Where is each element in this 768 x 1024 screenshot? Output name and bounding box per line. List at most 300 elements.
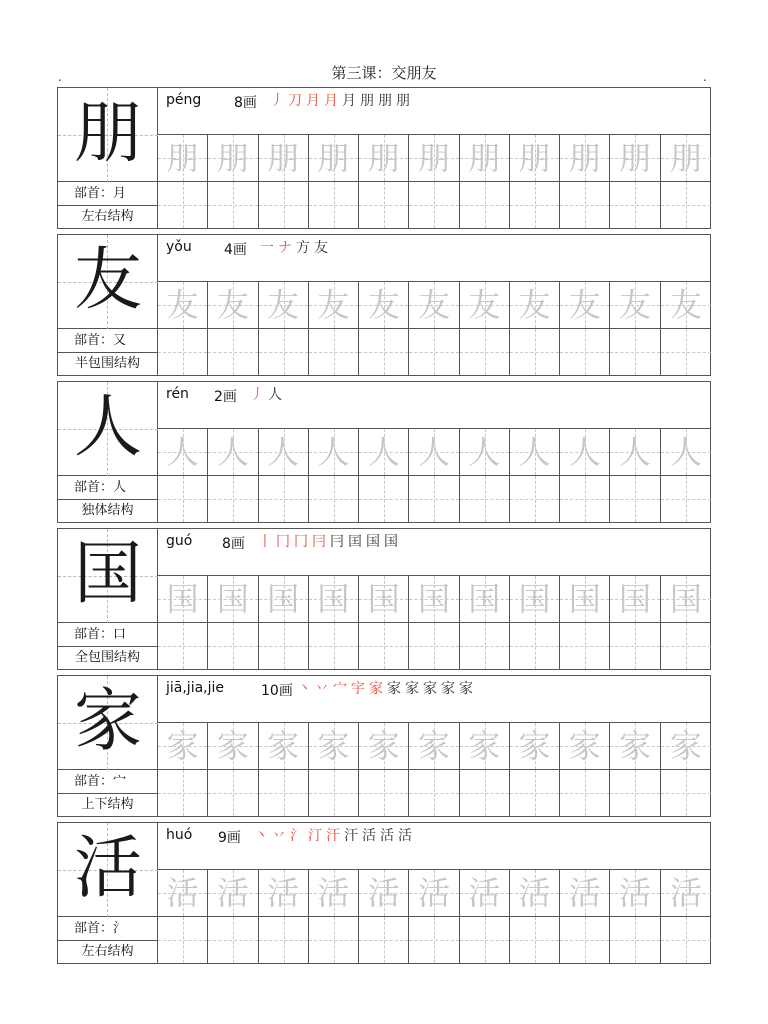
trace-character: 活 — [568, 874, 601, 912]
blank-practice-cell[interactable] — [409, 917, 459, 964]
stroke-step: 宀 — [333, 681, 351, 697]
blank-practice-cell[interactable] — [309, 182, 359, 229]
stroke-step: 汗 — [326, 828, 344, 844]
blank-practice-cell[interactable] — [560, 770, 610, 817]
blank-practice-cell[interactable] — [661, 917, 711, 964]
trace-cell[interactable] — [460, 576, 510, 623]
trace-cell[interactable] — [208, 870, 258, 917]
pinyin-stroke-info — [158, 235, 711, 282]
blank-practice-cell[interactable] — [208, 770, 258, 817]
blank-practice-cell[interactable] — [359, 770, 409, 817]
main-character: 人 — [73, 388, 142, 467]
stroke-step: 丷 — [272, 828, 290, 844]
blank-practice-cell[interactable] — [409, 623, 459, 670]
trace-character: 家 — [417, 727, 450, 765]
blank-practice-cell[interactable] — [208, 182, 258, 229]
stroke-step: 氵 — [290, 828, 308, 844]
stroke-step: 家 — [441, 681, 459, 697]
structure-label: 上下结构 — [58, 794, 158, 817]
blank-practice-cell[interactable] — [309, 329, 359, 376]
practice-grid — [158, 135, 711, 229]
trace-cell[interactable] — [510, 282, 560, 329]
stroke-step: 方 — [296, 240, 314, 256]
main-character: 友 — [73, 241, 142, 320]
trace-cell[interactable] — [309, 870, 359, 917]
blank-practice-cell[interactable] — [309, 770, 359, 817]
trace-character: 朋 — [669, 139, 702, 177]
trace-character: 国 — [367, 580, 400, 618]
blank-practice-cell[interactable] — [309, 917, 359, 964]
trace-character: 国 — [619, 580, 652, 618]
character-entry — [57, 822, 711, 964]
stroke-step: 活 — [380, 828, 398, 844]
practice-grid — [158, 870, 711, 964]
blank-practice-cell[interactable] — [409, 329, 459, 376]
trace-character: 朋 — [417, 139, 450, 177]
blank-practice-cell[interactable] — [661, 476, 711, 523]
trace-character: 国 — [166, 580, 199, 618]
pinyin-stroke-info — [158, 88, 711, 135]
trace-character: 朋 — [367, 139, 400, 177]
trace-cell[interactable] — [208, 135, 258, 182]
trace-cell[interactable] — [460, 135, 510, 182]
trace-character: 国 — [518, 580, 551, 618]
trace-cell[interactable] — [610, 429, 660, 476]
blank-practice-cell[interactable] — [510, 329, 560, 376]
character-entry — [57, 234, 711, 376]
practice-grid — [158, 429, 711, 523]
blank-practice-cell[interactable] — [359, 476, 409, 523]
stroke-step: 丿 — [250, 387, 268, 403]
stroke-step: 月 — [342, 93, 360, 109]
trace-cell[interactable] — [259, 429, 309, 476]
blank-practice-cell[interactable] — [510, 917, 560, 964]
trace-cell[interactable] — [158, 282, 208, 329]
trace-character: 活 — [317, 874, 350, 912]
trace-cell[interactable] — [409, 135, 459, 182]
stroke-step: 丶 — [254, 828, 272, 844]
stroke-step: 朋 — [360, 93, 378, 109]
trace-character: 友 — [619, 286, 652, 324]
trace-character: 活 — [518, 874, 551, 912]
trace-cell[interactable] — [560, 282, 610, 329]
trace-character: 活 — [216, 874, 249, 912]
stroke-order — [254, 825, 416, 845]
blank-practice-cell[interactable] — [208, 476, 258, 523]
trace-cell[interactable] — [259, 282, 309, 329]
blank-practice-cell[interactable] — [208, 623, 258, 670]
trace-character: 人 — [367, 433, 400, 471]
blank-practice-cell[interactable] — [610, 329, 660, 376]
blank-practice-cell[interactable] — [158, 623, 208, 670]
big-character-cell — [58, 676, 158, 770]
trace-character: 人 — [669, 433, 702, 471]
trace-cell[interactable] — [610, 576, 660, 623]
trace-cell[interactable] — [309, 135, 359, 182]
stroke-step: 汀 — [308, 828, 326, 844]
trace-cell[interactable] — [560, 429, 610, 476]
trace-character: 朋 — [317, 139, 350, 177]
trace-character: 友 — [216, 286, 249, 324]
stroke-count: 10画 — [261, 683, 293, 699]
main-character: 活 — [73, 829, 142, 908]
trace-cell[interactable] — [259, 723, 309, 770]
trace-cell[interactable] — [359, 429, 409, 476]
stroke-step: 月 — [324, 93, 342, 109]
trace-character: 友 — [367, 286, 400, 324]
trace-cell[interactable] — [359, 576, 409, 623]
stroke-count: 4画 — [224, 242, 247, 258]
big-character-cell — [58, 382, 158, 476]
blank-practice-cell[interactable] — [460, 623, 510, 670]
trace-cell[interactable] — [359, 282, 409, 329]
pinyin: yǒu — [166, 239, 192, 255]
trace-character: 家 — [669, 727, 702, 765]
trace-cell[interactable] — [610, 282, 660, 329]
big-character-cell — [58, 823, 158, 917]
blank-practice-cell[interactable] — [259, 476, 309, 523]
trace-cell[interactable] — [510, 576, 560, 623]
big-character-cell — [58, 88, 158, 182]
stroke-count: 8画 — [234, 95, 257, 111]
trace-character: 人 — [216, 433, 249, 471]
trace-character: 国 — [216, 580, 249, 618]
trace-character: 家 — [367, 727, 400, 765]
stroke-step: 一 — [260, 240, 278, 256]
trace-cell[interactable] — [560, 870, 610, 917]
trace-character: 友 — [317, 286, 350, 324]
blank-practice-cell[interactable] — [158, 917, 208, 964]
trace-character: 活 — [166, 874, 199, 912]
stroke-order — [260, 237, 332, 257]
blank-practice-cell[interactable] — [409, 476, 459, 523]
main-character: 朋 — [73, 94, 142, 173]
stroke-step: 丶 — [297, 681, 315, 697]
stroke-count: 2画 — [214, 389, 237, 405]
stroke-step: 冃 — [312, 534, 330, 550]
trace-cell[interactable] — [510, 135, 560, 182]
stroke-step: 人 — [268, 387, 286, 403]
trace-character: 人 — [417, 433, 450, 471]
stroke-order — [250, 384, 286, 404]
trace-cell[interactable] — [560, 135, 610, 182]
trace-cell[interactable] — [460, 282, 510, 329]
trace-character: 朋 — [166, 139, 199, 177]
trace-character: 国 — [568, 580, 601, 618]
trace-character: 朋 — [468, 139, 501, 177]
radical-label: 部首：宀 — [58, 770, 158, 794]
blank-practice-cell[interactable] — [259, 770, 309, 817]
trace-character: 朋 — [619, 139, 652, 177]
blank-practice-cell[interactable] — [460, 917, 510, 964]
blank-practice-cell[interactable] — [359, 182, 409, 229]
trace-cell[interactable] — [409, 576, 459, 623]
trace-cell[interactable] — [510, 723, 560, 770]
trace-cell[interactable] — [409, 282, 459, 329]
blank-practice-cell[interactable] — [560, 329, 610, 376]
trace-cell[interactable] — [409, 723, 459, 770]
stroke-step: 家 — [459, 681, 477, 697]
blank-practice-cell[interactable] — [560, 623, 610, 670]
blank-practice-cell[interactable] — [661, 770, 711, 817]
trace-character: 国 — [317, 580, 350, 618]
structure-label: 全包围结构 — [58, 647, 158, 670]
trace-character: 活 — [417, 874, 450, 912]
pinyin-stroke-info — [158, 382, 711, 429]
trace-cell[interactable] — [460, 429, 510, 476]
trace-cell[interactable] — [208, 576, 258, 623]
pinyin-stroke-info — [158, 676, 711, 723]
trace-character: 人 — [568, 433, 601, 471]
trace-character: 家 — [216, 727, 249, 765]
blank-practice-cell[interactable] — [661, 623, 711, 670]
trace-character: 友 — [468, 286, 501, 324]
character-entry — [57, 675, 711, 817]
big-character-cell — [58, 529, 158, 623]
blank-practice-cell[interactable] — [661, 329, 711, 376]
stroke-step: 冂 — [294, 534, 312, 550]
stroke-step: 囯 — [348, 534, 366, 550]
trace-cell[interactable] — [158, 576, 208, 623]
trace-cell[interactable] — [661, 282, 711, 329]
trace-cell[interactable] — [661, 429, 711, 476]
main-character: 家 — [73, 682, 142, 761]
trace-character: 家 — [568, 727, 601, 765]
trace-character: 友 — [669, 286, 702, 324]
structure-label: 半包围结构 — [58, 353, 158, 376]
trace-cell[interactable] — [409, 429, 459, 476]
trace-character: 友 — [568, 286, 601, 324]
blank-practice-cell[interactable] — [510, 623, 560, 670]
radical-label: 部首：月 — [58, 182, 158, 206]
character-entry — [57, 87, 711, 229]
trace-cell[interactable] — [661, 135, 711, 182]
blank-practice-cell[interactable] — [158, 770, 208, 817]
stroke-step: 活 — [398, 828, 416, 844]
structure-label: 左右结构 — [58, 941, 158, 964]
trace-character: 人 — [166, 433, 199, 471]
trace-character: 活 — [468, 874, 501, 912]
structure-label: 独体结构 — [58, 500, 158, 523]
blank-practice-cell[interactable] — [460, 329, 510, 376]
stroke-step: 冃 — [330, 534, 348, 550]
stroke-step: 家 — [387, 681, 405, 697]
stroke-step: 汗 — [344, 828, 362, 844]
stroke-step: 家 — [423, 681, 441, 697]
stroke-order — [297, 678, 477, 698]
blank-practice-cell[interactable] — [359, 623, 409, 670]
character-entry — [57, 528, 711, 670]
trace-cell[interactable] — [460, 723, 510, 770]
radical-label: 部首：氵 — [58, 917, 158, 941]
blank-practice-cell[interactable] — [610, 182, 660, 229]
stroke-step: 国 — [366, 534, 384, 550]
stroke-step: 丨 — [258, 534, 276, 550]
blank-practice-cell[interactable] — [460, 476, 510, 523]
trace-cell[interactable] — [661, 576, 711, 623]
stroke-order — [270, 90, 414, 110]
trace-cell[interactable] — [309, 723, 359, 770]
blank-practice-cell[interactable] — [610, 770, 660, 817]
trace-cell[interactable] — [560, 576, 610, 623]
trace-cell[interactable] — [259, 135, 309, 182]
stroke-order — [258, 531, 402, 551]
blank-practice-cell[interactable] — [158, 182, 208, 229]
trace-character: 朋 — [216, 139, 249, 177]
blank-practice-cell[interactable] — [359, 917, 409, 964]
trace-character: 友 — [518, 286, 551, 324]
blank-practice-cell[interactable] — [610, 917, 660, 964]
trace-character: 人 — [317, 433, 350, 471]
pinyin: jiā,jia,jie — [166, 680, 225, 696]
stroke-step: ナ — [278, 240, 296, 256]
pinyin-stroke-info — [158, 529, 711, 576]
trace-character: 家 — [317, 727, 350, 765]
blank-practice-cell[interactable] — [409, 770, 459, 817]
pinyin: guó — [166, 533, 193, 549]
trace-cell[interactable] — [158, 135, 208, 182]
blank-practice-cell[interactable] — [309, 476, 359, 523]
blank-practice-cell[interactable] — [359, 329, 409, 376]
blank-practice-cell[interactable] — [208, 329, 258, 376]
trace-character: 友 — [267, 286, 300, 324]
trace-cell[interactable] — [661, 870, 711, 917]
stroke-step: 刀 — [288, 93, 306, 109]
big-character-cell — [58, 235, 158, 329]
blank-practice-cell[interactable] — [158, 476, 208, 523]
pinyin-stroke-info — [158, 823, 711, 870]
stroke-step: 宇 — [351, 681, 369, 697]
blank-practice-cell[interactable] — [661, 182, 711, 229]
trace-cell[interactable] — [610, 870, 660, 917]
trace-character: 家 — [468, 727, 501, 765]
stroke-step: 家 — [405, 681, 423, 697]
trace-character: 人 — [468, 433, 501, 471]
trace-cell[interactable] — [409, 870, 459, 917]
blank-practice-cell[interactable] — [208, 917, 258, 964]
trace-character: 国 — [669, 580, 702, 618]
radical-label: 部首：又 — [58, 329, 158, 353]
character-entry — [57, 381, 711, 523]
trace-character: 朋 — [267, 139, 300, 177]
page-title: 第三课：交朋友 — [331, 64, 437, 82]
pinyin: rén — [166, 386, 189, 402]
stroke-step: 友 — [314, 240, 332, 256]
trace-character: 家 — [267, 727, 300, 765]
blank-practice-cell[interactable] — [259, 917, 309, 964]
structure-label: 左右结构 — [58, 206, 158, 229]
blank-practice-cell[interactable] — [460, 182, 510, 229]
trace-cell[interactable] — [460, 870, 510, 917]
stroke-step: 朋 — [396, 93, 414, 109]
trace-cell[interactable] — [259, 576, 309, 623]
trace-cell[interactable] — [259, 870, 309, 917]
trace-cell[interactable] — [510, 870, 560, 917]
trace-character: 朋 — [568, 139, 601, 177]
trace-cell[interactable] — [610, 135, 660, 182]
trace-cell[interactable] — [510, 429, 560, 476]
trace-cell[interactable] — [610, 723, 660, 770]
trace-cell[interactable] — [309, 576, 359, 623]
trace-character: 活 — [619, 874, 652, 912]
blank-practice-cell[interactable] — [409, 182, 459, 229]
stroke-step: 国 — [384, 534, 402, 550]
main-character: 国 — [73, 535, 142, 614]
trace-character: 朋 — [518, 139, 551, 177]
stroke-count: 8画 — [222, 536, 245, 552]
stroke-step: 丷 — [315, 681, 333, 697]
radical-label: 部首：人 — [58, 476, 158, 500]
trace-character: 家 — [619, 727, 652, 765]
trace-cell[interactable] — [208, 282, 258, 329]
corner-dot-left: . — [58, 70, 62, 84]
blank-practice-cell[interactable] — [259, 182, 309, 229]
practice-grid — [158, 723, 711, 817]
trace-cell[interactable] — [309, 429, 359, 476]
trace-character: 人 — [267, 433, 300, 471]
blank-practice-cell[interactable] — [158, 329, 208, 376]
trace-cell[interactable] — [309, 282, 359, 329]
blank-practice-cell[interactable] — [560, 476, 610, 523]
blank-practice-cell[interactable] — [259, 329, 309, 376]
blank-practice-cell[interactable] — [610, 623, 660, 670]
blank-practice-cell[interactable] — [560, 182, 610, 229]
trace-cell[interactable] — [560, 723, 610, 770]
trace-character: 人 — [619, 433, 652, 471]
trace-character: 家 — [166, 727, 199, 765]
trace-character: 人 — [518, 433, 551, 471]
trace-cell[interactable] — [208, 723, 258, 770]
trace-cell[interactable] — [359, 870, 409, 917]
trace-character: 国 — [468, 580, 501, 618]
trace-cell[interactable] — [359, 135, 409, 182]
trace-cell[interactable] — [208, 429, 258, 476]
blank-practice-cell[interactable] — [460, 770, 510, 817]
stroke-step: 丿 — [270, 93, 288, 109]
blank-practice-cell[interactable] — [309, 623, 359, 670]
trace-cell[interactable] — [158, 723, 208, 770]
stroke-step: 家 — [369, 681, 387, 697]
stroke-step: 朋 — [378, 93, 396, 109]
blank-practice-cell[interactable] — [510, 770, 560, 817]
stroke-step: 月 — [306, 93, 324, 109]
trace-character: 友 — [166, 286, 199, 324]
trace-character: 家 — [518, 727, 551, 765]
trace-cell[interactable] — [158, 429, 208, 476]
trace-cell[interactable] — [359, 723, 409, 770]
stroke-step: 活 — [362, 828, 380, 844]
trace-character: 友 — [417, 286, 450, 324]
radical-label: 部首：口 — [58, 623, 158, 647]
blank-practice-cell[interactable] — [560, 917, 610, 964]
pinyin: péng — [166, 92, 202, 108]
practice-grid — [158, 282, 711, 376]
blank-practice-cell[interactable] — [510, 476, 560, 523]
trace-character: 国 — [417, 580, 450, 618]
trace-cell[interactable] — [661, 723, 711, 770]
trace-cell[interactable] — [158, 870, 208, 917]
trace-character: 国 — [267, 580, 300, 618]
blank-practice-cell[interactable] — [610, 476, 660, 523]
pinyin: huó — [166, 827, 193, 843]
stroke-count: 9画 — [218, 830, 241, 846]
trace-character: 活 — [367, 874, 400, 912]
trace-character: 活 — [669, 874, 702, 912]
blank-practice-cell[interactable] — [259, 623, 309, 670]
corner-dot-right: . — [703, 70, 707, 84]
blank-practice-cell[interactable] — [510, 182, 560, 229]
stroke-step: 冂 — [276, 534, 294, 550]
